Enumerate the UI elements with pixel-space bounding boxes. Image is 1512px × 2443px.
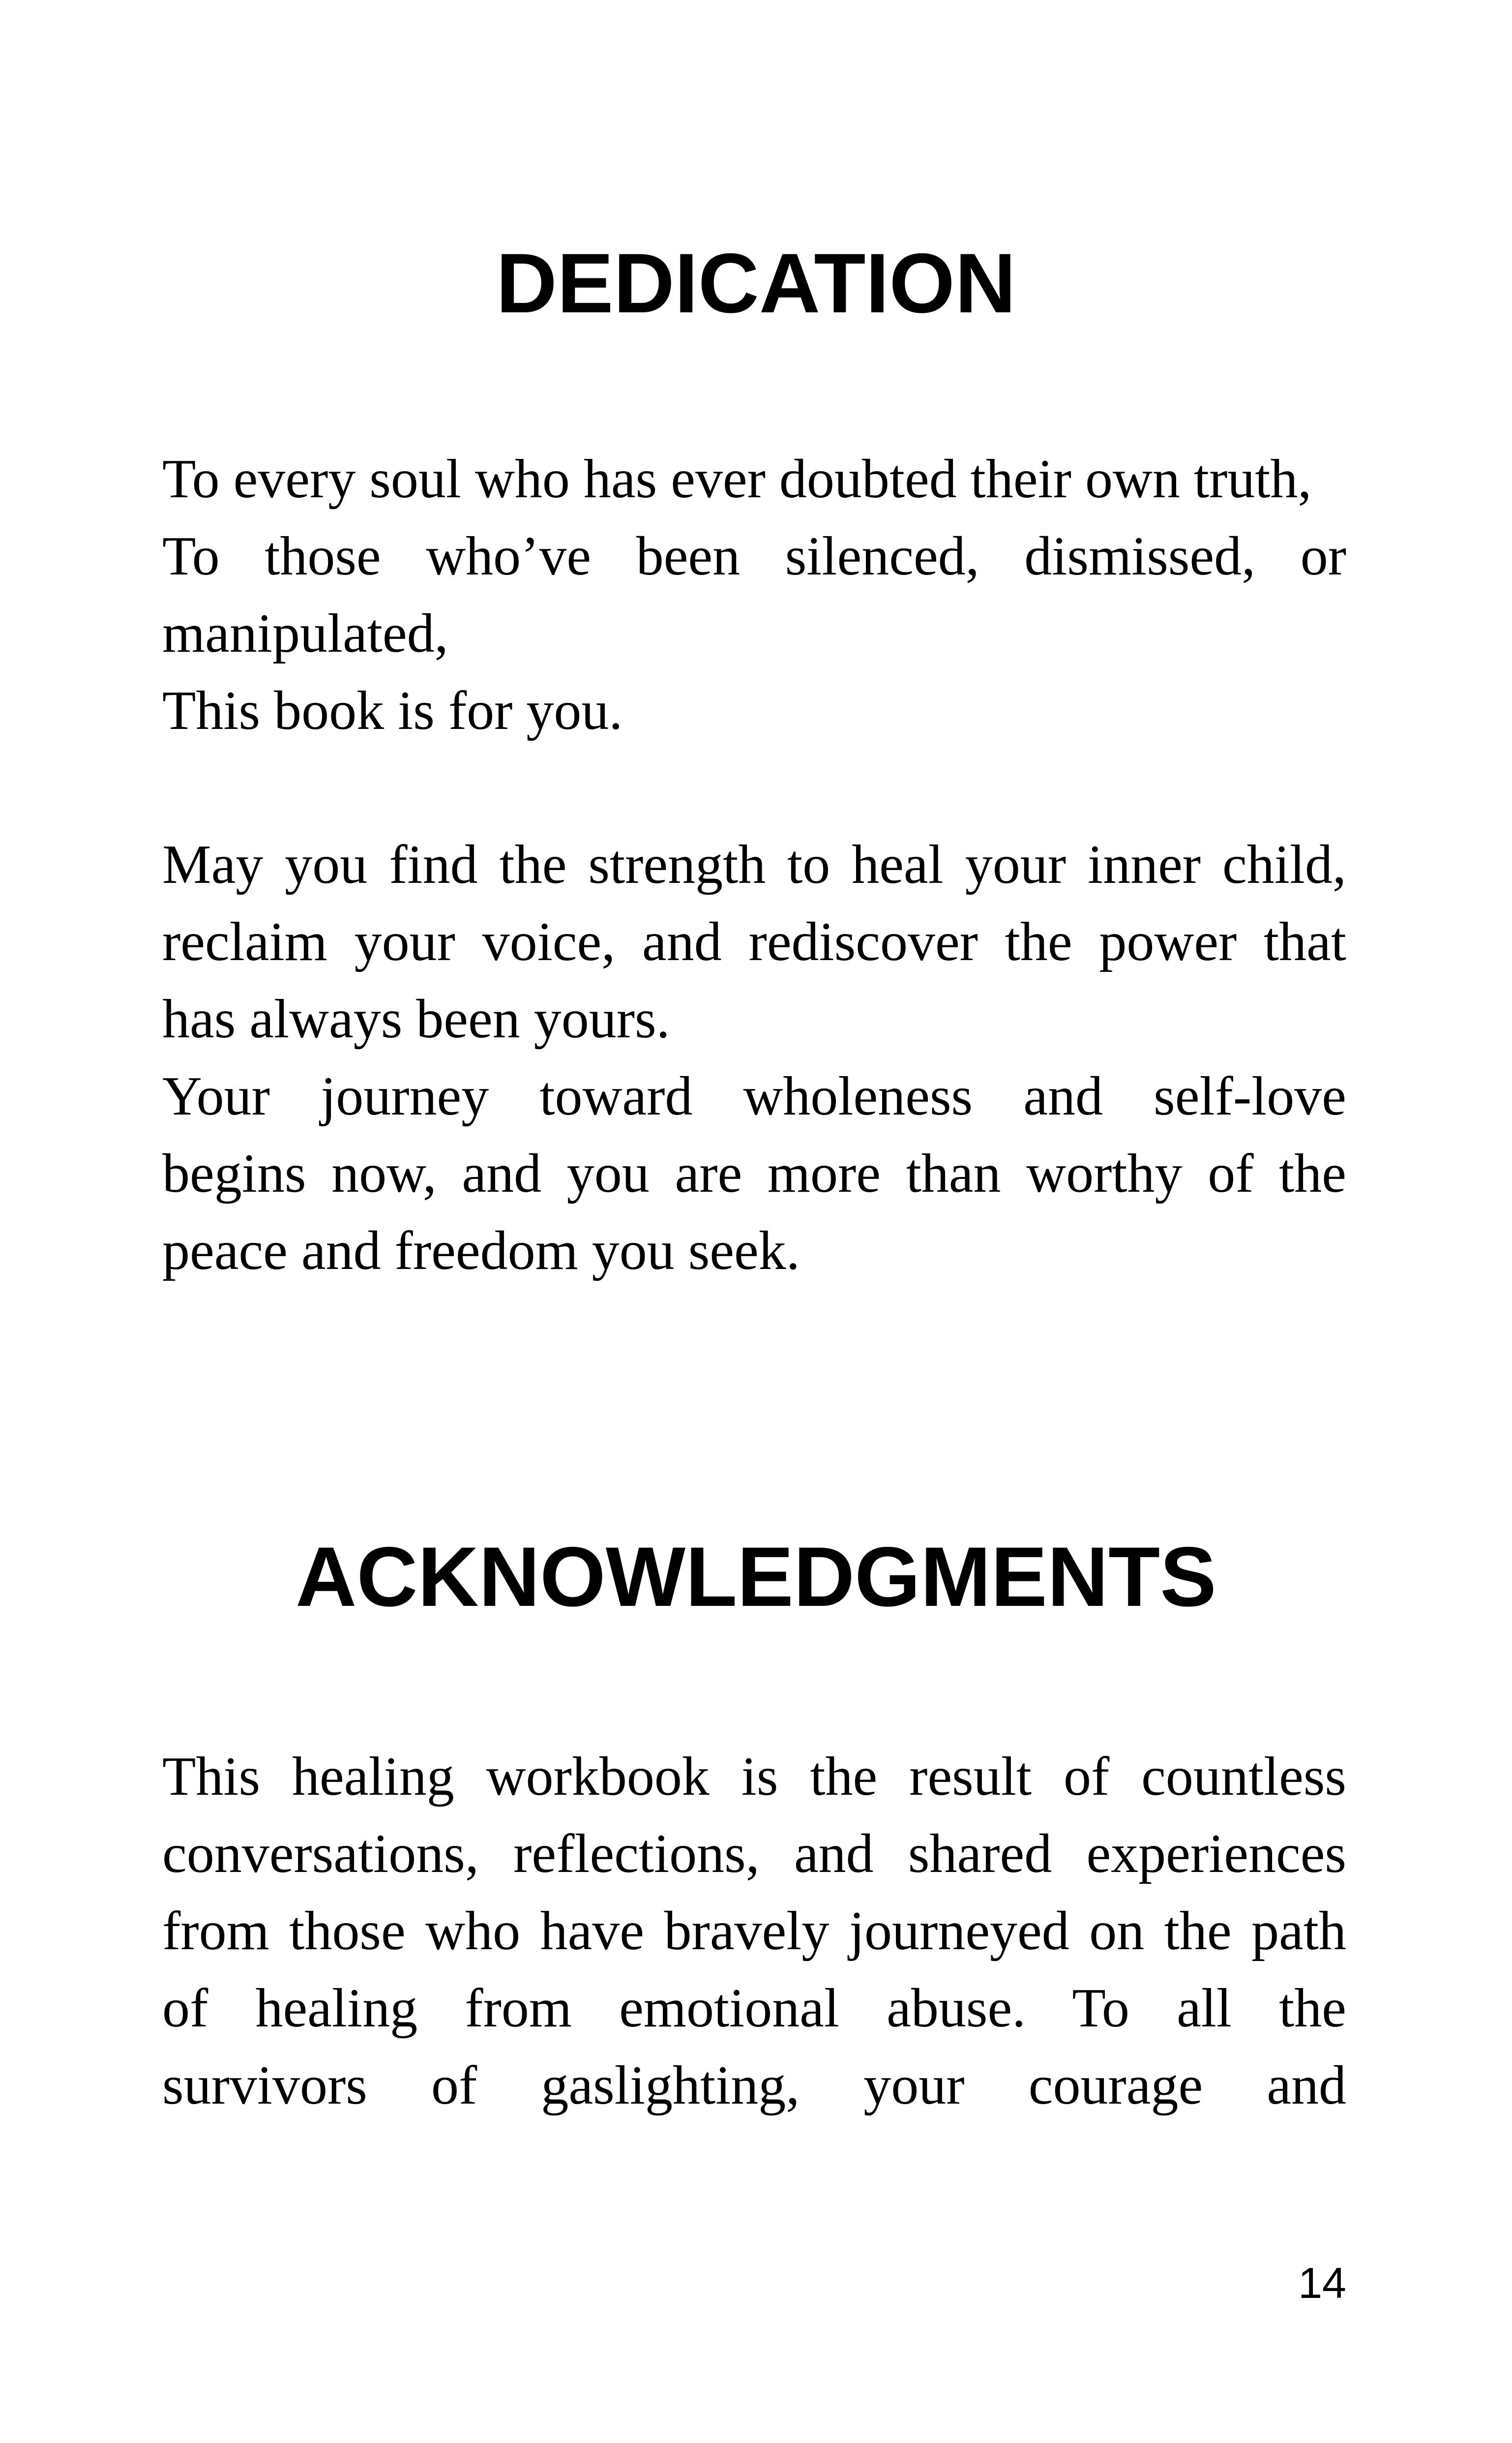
dedication-line: begins now, and you are more than worthy of the xyxy=(162,1143,1346,1204)
dedication-line: Your journey toward wholeness and self-love xyxy=(162,1066,1346,1127)
acknowledgments-line: from those who have bravely journeyed on the path xyxy=(162,1900,1346,1961)
acknowledgments-line: survivors of gaslighting, your courage and xyxy=(162,2055,1346,2116)
dedication-heading: DEDICATION xyxy=(496,236,1016,331)
dedication-line: reclaim your voice, and rediscover the power that xyxy=(162,911,1346,972)
acknowledgments-line: conversations, reflections, and shared experiences xyxy=(162,1823,1346,1884)
acknowledgments-line: of healing from emotional abuse. To all the xyxy=(162,1978,1346,2039)
dedication-line: peace and freedom you seek. xyxy=(162,1220,800,1281)
dedication-line: has always been yours. xyxy=(162,989,670,1050)
dedication-line: To every soul who has ever doubted their own truth, xyxy=(162,449,1312,510)
dedication-line: manipulated, xyxy=(162,603,448,664)
acknowledgments-heading: ACKNOWLEDGMENTS xyxy=(296,1530,1216,1624)
acknowledgments-line: This healing workbook is the result of countless xyxy=(162,1746,1346,1807)
dedication-line: May you find the strength to heal your inner child, xyxy=(162,834,1346,895)
dedication-line: To those who’ve been silenced, dismissed, or xyxy=(162,526,1346,587)
dedication-line: This book is for you. xyxy=(162,680,623,741)
page-number: 14 xyxy=(1298,2259,1346,2307)
